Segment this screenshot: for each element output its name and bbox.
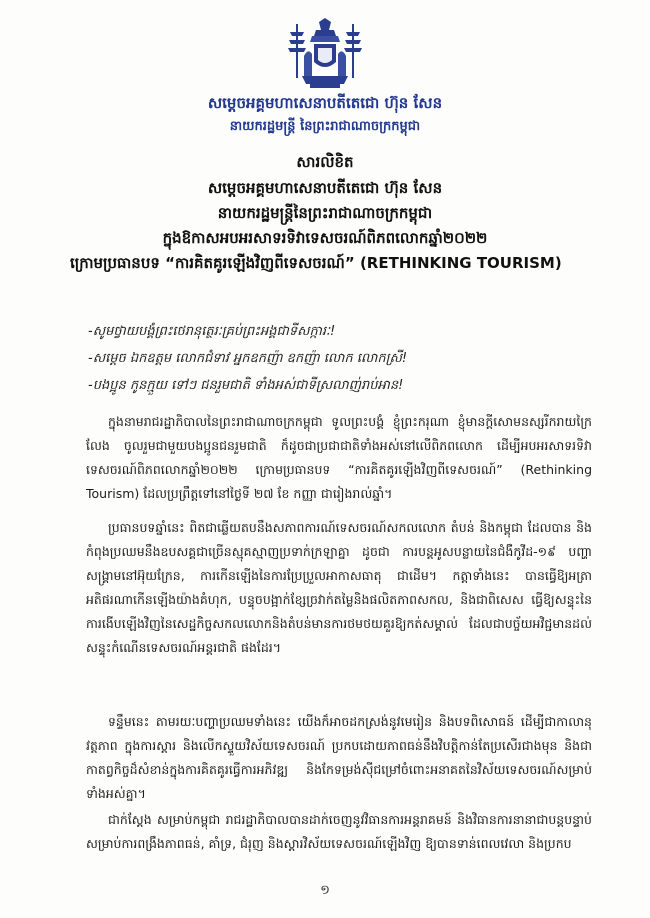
page-number: ១ <box>320 883 330 898</box>
title-leader-position: នាយករដ្ឋមន្ត្រីនៃព្រះរាជាណាចក្រកម្ពុជា <box>217 204 433 222</box>
greeting-line: -សូមថ្វាយបង្គំព្រះថេរានុត្ថេរៈគ្រប់ព្រះអង្គជាទីសក្ការៈ! <box>88 324 336 339</box>
paragraph-text: ប្រធានបទឆ្នាំនេះ ពិតជាឆ្លើយតបនឹងសភាពការណ៍ទេសចរណ៍សកលលោក តំបន់ និងកម្ពុជា ដែលបាន និងកំពុងប្រឈមនឹងឧបសគ្គជាច្រើនស្មុគស្មាញប្រទាក់ក្រឡាគ្នា ដូចជា ការបន្តអូសបន្លាយនៃជំងឺកូវីដ-១៩ បញ្ហាសង្គ្រាមនៅអ៊ុយក្រែន, ការកើនឡើងនៃការប្រែប្រួលអាកាសធាតុ ជាដើម។ កត្តាទាំងនេះ បានធ្វើឱ្យអត្រាអតិផរណាកើនឡើងយ៉ាងគំហុក, បន្ទុចបង្អាក់ខ្សែច្រវាក់តម្លៃនិងផលិតភាពសកល, និងជាពិសេស ធ្វើឱ្យសន្ទុះនៃការងើបឡើងវិញនៃសេដ្ឋកិច្ចសកលលោកនិងតំបន់មានការថមថយគួរឱ្យកត់សម្គាល់ ដែលជាបច្ច័យអវិជ្ជមានដល់សន្ទុះកំណើនទេសចរណ៍អន្តរជាតិ ផងដែរ។ <box>86 520 592 655</box>
header-leader-name: សម្តេចអគ្គមហាសេនាបតីតេជោ ហ៊ុន សែន <box>207 94 443 112</box>
title-theme: ក្រោមប្រធានបទ “ការគិតគូរឡើងវិញពីទេសចរណ៍” (RETHINKING TOURISM) <box>70 254 562 272</box>
paragraph-text: ជាក់ស្តែង សម្រាប់កម្ពុជា រាជរដ្ឋាភិបាលបានដាក់ចេញនូវវិធានការអន្តរាគមន៍ និងវិធានការនានាជាបន្តបន្ទាប់ សម្រាប់ការពង្រឹងភាពធន់, គាំទ្រ, ជំរុញ និងស្តារវិស័យទេសចរណ៍ឡើងវិញ ឱ្យបានទាន់ពេលវេលា និងប្រកប <box>86 812 592 851</box>
header-leader-position: នាយករដ្ឋមន្ត្រី នៃព្រះរាជាណាចក្រកម្ពុជា <box>229 119 421 134</box>
document-title: សារលិខិត <box>296 153 354 171</box>
coat-of-arms-icon <box>282 18 368 90</box>
greeting-line: -បងប្អូន កូនក្មួយ ទៅៗ ជនរួមជាតិ ទាំងអស់ជាទីស្រលាញ់រាប់អាន! <box>88 378 404 393</box>
greeting-line: -សម្តេច ឯកឧត្តម លោកជំទាវ អ្នកឧកញ៉ា ឧកញ៉ា លោក លោកស្រី! <box>88 351 408 366</box>
paragraph-text: ទន្ទឹមនេះ តាមរយៈបញ្ហាប្រឈមទាំងនេះ យើងក៏អាចដកស្រង់នូវមេរៀន និងបទពិសោធន៍ ដើម្បីជាកាលានុវត្តភាព ក្នុងការស្តារ និងលើកស្ទួយវិស័យទេសចរណ៍ ប្រកបដោយភាពធន់នឹងវិបត្តិកាន់តែប្រសើរជាងមុន និងជាកាតព្វកិច្ចដ៏សំខាន់ក្នុងការគិតគូរធ្វើការអភិវឌ្ឍ និងកែទម្រង់ស៊ីជម្រៅចំពោះអនាគតនៃវិស័យទេសចរណ៍សម្រាប់ទាំងអស់គ្នា។ <box>86 714 592 801</box>
body-paragraph <box>86 808 592 856</box>
body-paragraph <box>86 710 592 806</box>
body-paragraph <box>86 516 592 660</box>
paragraph-text: ក្នុងនាមរាជរដ្ឋាភិបាលនៃព្រះរាជាណាចក្រកម្ពុជា ទូលព្រះបង្គំ ខ្ញុំព្រះករុណា ខ្ញុំមានក្តីសោមនស្សរីករាយក្រៃលែង ចូលរួមជាមួយបងប្អូនជនរួមជាតិ ក៏ដូចជាប្រជាជាតិទាំងអស់នៅលើពិភពលោក ដើម្បីអបអរសាទរទិវាទេសចរណ៍ពិភពលោកឆ្នាំ២០២២ ក្រោមប្រធានបទ “ការគិតគូរឡើងវិញពីទេសចរណ៍” (Rethinking Tourism) ដែលប្រព្រឹត្តទៅនៅថ្ងៃទី ២៧ ខែ កញ្ញា ជារៀងរាល់ឆ្នាំ។ <box>86 414 592 501</box>
body-paragraph <box>86 410 592 506</box>
title-occasion: ក្នុងឱកាសអបអរសាទរទិវាទេសចរណ៍ពិភពលោកឆ្នាំ២០២២ <box>162 229 488 247</box>
title-leader-name: សម្តេចអគ្គមហាសេនាបតីតេជោ ហ៊ុន សែន <box>207 179 443 197</box>
